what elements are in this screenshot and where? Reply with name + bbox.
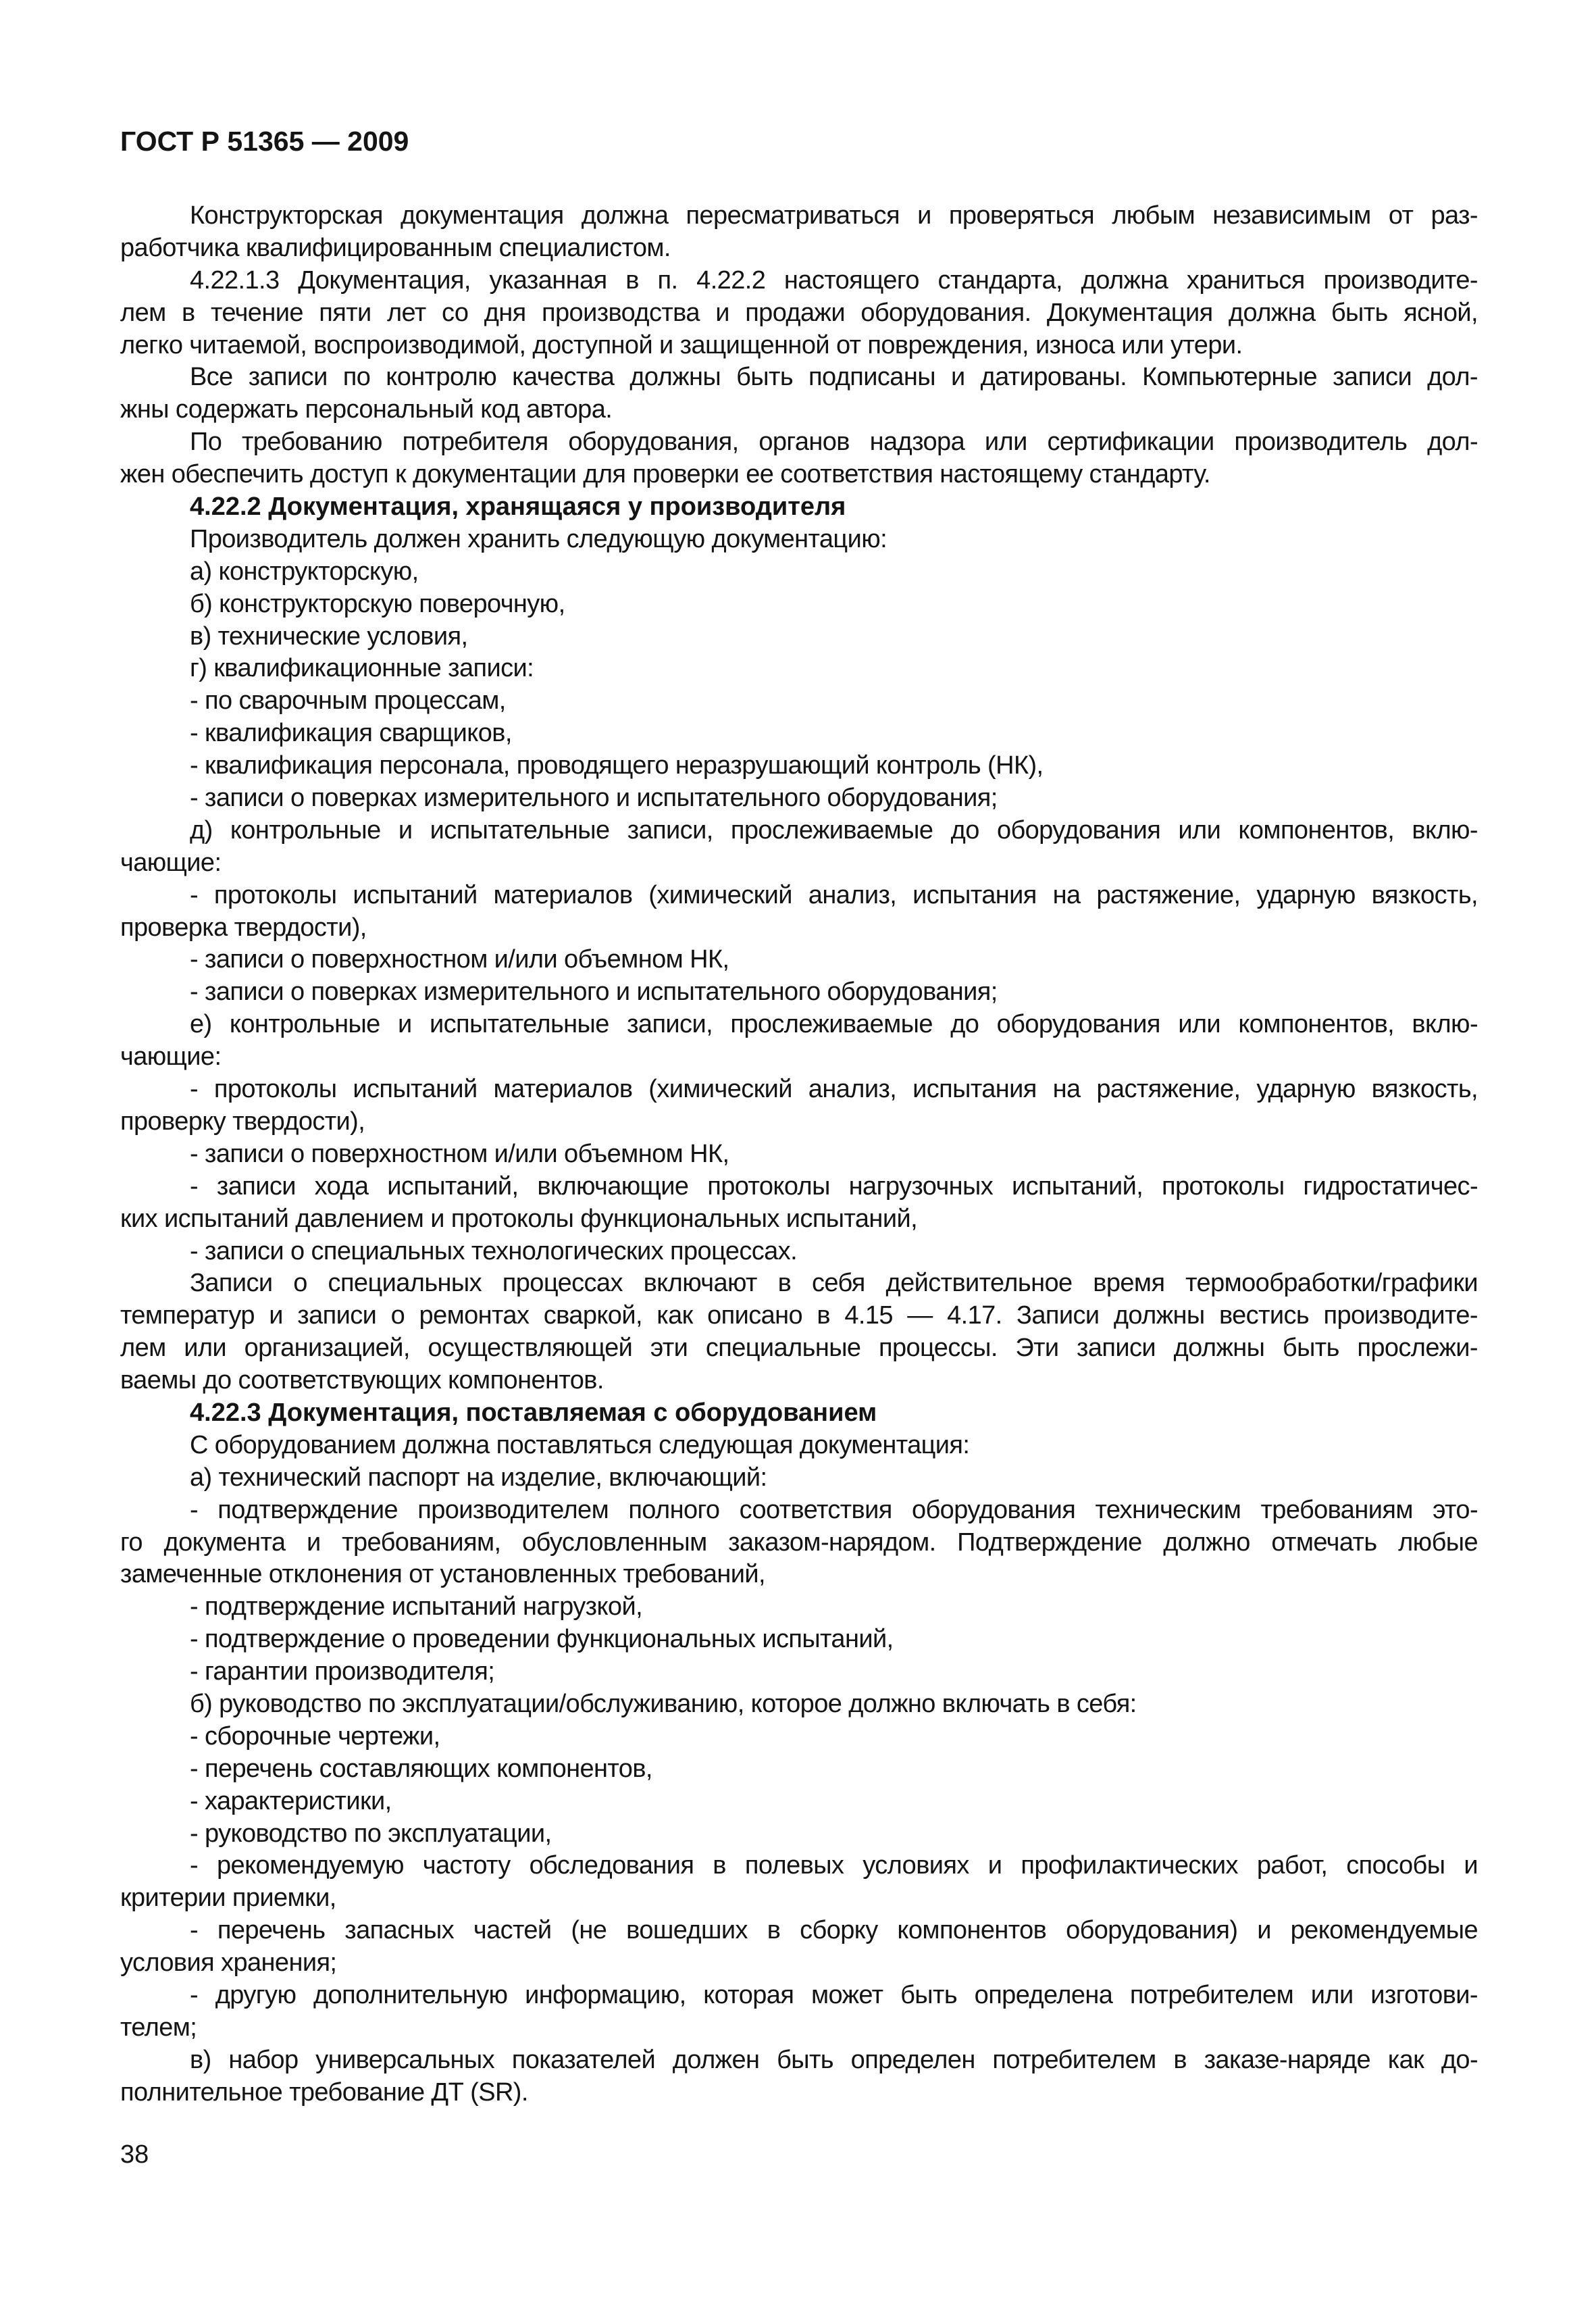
text-line: б) руководство по эксплуатации/обслуживанию, которое должно включать в себя: <box>190 1689 1137 1718</box>
text-line: е) контрольные и испытательные записи, прослеживаемые до оборудования или компонентов, вклю- <box>190 1010 1478 1039</box>
text-line: жен обеспечить доступ к документации для проверки ее соответствия настоящему стандарту. <box>120 460 1210 489</box>
text-line: - записи о поверхностном и/или объемном НК, <box>190 1139 729 1168</box>
text-line: - подтверждение о проведении функциональных испытаний, <box>190 1625 894 1654</box>
text-line: - перечень составляющих компонентов, <box>190 1754 652 1783</box>
text-line: - квалификация персонала, проводящего неразрушающий контроль (НК), <box>190 751 1044 780</box>
text-line: телем; <box>120 2013 197 2042</box>
text-line: - руководство по эксплуатации, <box>190 1819 552 1848</box>
text-line: лем или организацией, осуществляющей эти специальные процессы. Эти записи должны быть прослежи- <box>120 1334 1478 1363</box>
text-line: - сборочные чертежи, <box>190 1721 440 1751</box>
text-line: проверку твердости), <box>120 1107 365 1136</box>
text-line: - квалификация сварщиков, <box>190 719 512 748</box>
text-line: го документа и требованиям, обусловленным заказом-нарядом. Подтверждение должно отмечать любые <box>120 1528 1478 1557</box>
text-line: - другую дополнительную информацию, которая может быть определена потребителем или изготови- <box>190 1980 1478 2009</box>
text-line: - подтверждение испытаний нагрузкой, <box>190 1592 643 1621</box>
text-line: б) конструкторскую поверочную, <box>190 589 565 618</box>
text-line: полнительное требование ДТ (SR). <box>120 2078 528 2107</box>
document-header: ГОСТ Р 51365 — 2009 <box>120 126 409 157</box>
text-line: критерии приемки, <box>120 1884 336 1913</box>
text-line: легко читаемой, воспроизводимой, доступной и защищенной от повреждения, износа или утери. <box>120 330 1243 359</box>
text-line: ваемы до соответствующих компонентов. <box>120 1366 604 1395</box>
text-line: - по сварочным процессам, <box>190 686 506 715</box>
text-line: г) квалификационные записи: <box>190 654 534 683</box>
text-line: Конструкторская документация должна пересматриваться и проверяться любым независимым от раз- <box>190 201 1478 230</box>
text-line: - записи о специальных технологических процессах. <box>190 1236 798 1265</box>
text-line: - рекомендуемую частоту обследования в полевых условиях и профилактических работ, способы и <box>190 1851 1478 1880</box>
text-line: С оборудованием должна поставляться следующая документация: <box>190 1430 970 1459</box>
text-line: - гарантии производителя; <box>190 1657 495 1686</box>
text-line: - подтверждение производителем полного соответствия оборудования техническим требованиям это- <box>190 1495 1478 1524</box>
document-body <box>120 200 1478 2109</box>
text-line: д) контрольные и испытательные записи, прослеживаемые до оборудования или компонентов, вклю- <box>190 815 1478 845</box>
section-heading: 4.22.3 Документация, поставляемая с оборудованием <box>190 1398 877 1427</box>
text-line: температур и записи о ремонтах сваркой, как описано в 4.15 — 4.17. Записи должны вестись производите- <box>120 1301 1478 1330</box>
text-line: чающие: <box>120 848 222 877</box>
text-line: ких испытаний давлением и протоколы функциональных испытаний, <box>120 1204 918 1233</box>
text-line: - записи о поверках измерительного и испытательного оборудования; <box>190 784 998 813</box>
text-line: - перечень запасных частей (не вошедших в сборку компонентов оборудования) и рекомендуемые <box>190 1916 1478 1945</box>
text-line: Записи о специальных процессах включают в себя действительное время термообработки/графики <box>190 1269 1478 1298</box>
section-heading: 4.22.2 Документация, хранящаяся у производителя <box>190 493 846 522</box>
page-number: 38 <box>120 2140 149 2169</box>
text-line: жны содержать персональный код автора. <box>120 395 613 424</box>
text-line: - протоколы испытаний материалов (химический анализ, испытания на растяжение, ударную вязкость, <box>190 1075 1478 1104</box>
text-line: чающие: <box>120 1042 222 1072</box>
text-line: а) технический паспорт на изделие, включающий: <box>190 1463 767 1492</box>
text-line: Все записи по контролю качества должны быть подписаны и датированы. Компьютерные записи дол- <box>190 363 1478 392</box>
text-line: 4.22.1.3 Документация, указанная в п. 4.22.2 настоящего стандарта, должна храниться производите- <box>190 266 1478 295</box>
text-line: проверка твердости), <box>120 913 367 942</box>
text-line: - записи о поверках измерительного и испытательного оборудования; <box>190 978 998 1007</box>
text-line: в) технические условия, <box>190 622 468 651</box>
text-line: - записи о поверхностном и/или объемном НК, <box>190 945 729 974</box>
text-line: а) конструкторскую, <box>190 557 419 586</box>
text-line: - протоколы испытаний материалов (химический анализ, испытания на растяжение, ударную вязкость, <box>190 880 1478 909</box>
text-line: Производитель должен хранить следующую документацию: <box>190 524 887 553</box>
text-line: работчика квалифицированным специалистом. <box>120 233 671 262</box>
text-line: - записи хода испытаний, включающие протоколы нагрузочных испытаний, протоколы гидростатичес- <box>190 1172 1478 1201</box>
text-line: замеченные отклонения от установленных требований, <box>120 1560 765 1589</box>
text-line: в) набор универсальных показателей должен быть определен потребителем в заказе-наряде как до- <box>190 2045 1478 2074</box>
text-line: лем в течение пяти лет со дня производства и продажи оборудования. Документация должна быть ясной, <box>120 298 1478 327</box>
text-line: условия хранения; <box>120 1948 337 1978</box>
text-line: - характеристики, <box>190 1786 392 1815</box>
text-line: По требованию потребителя оборудования, органов надзора или сертификации производитель дол- <box>190 428 1478 457</box>
